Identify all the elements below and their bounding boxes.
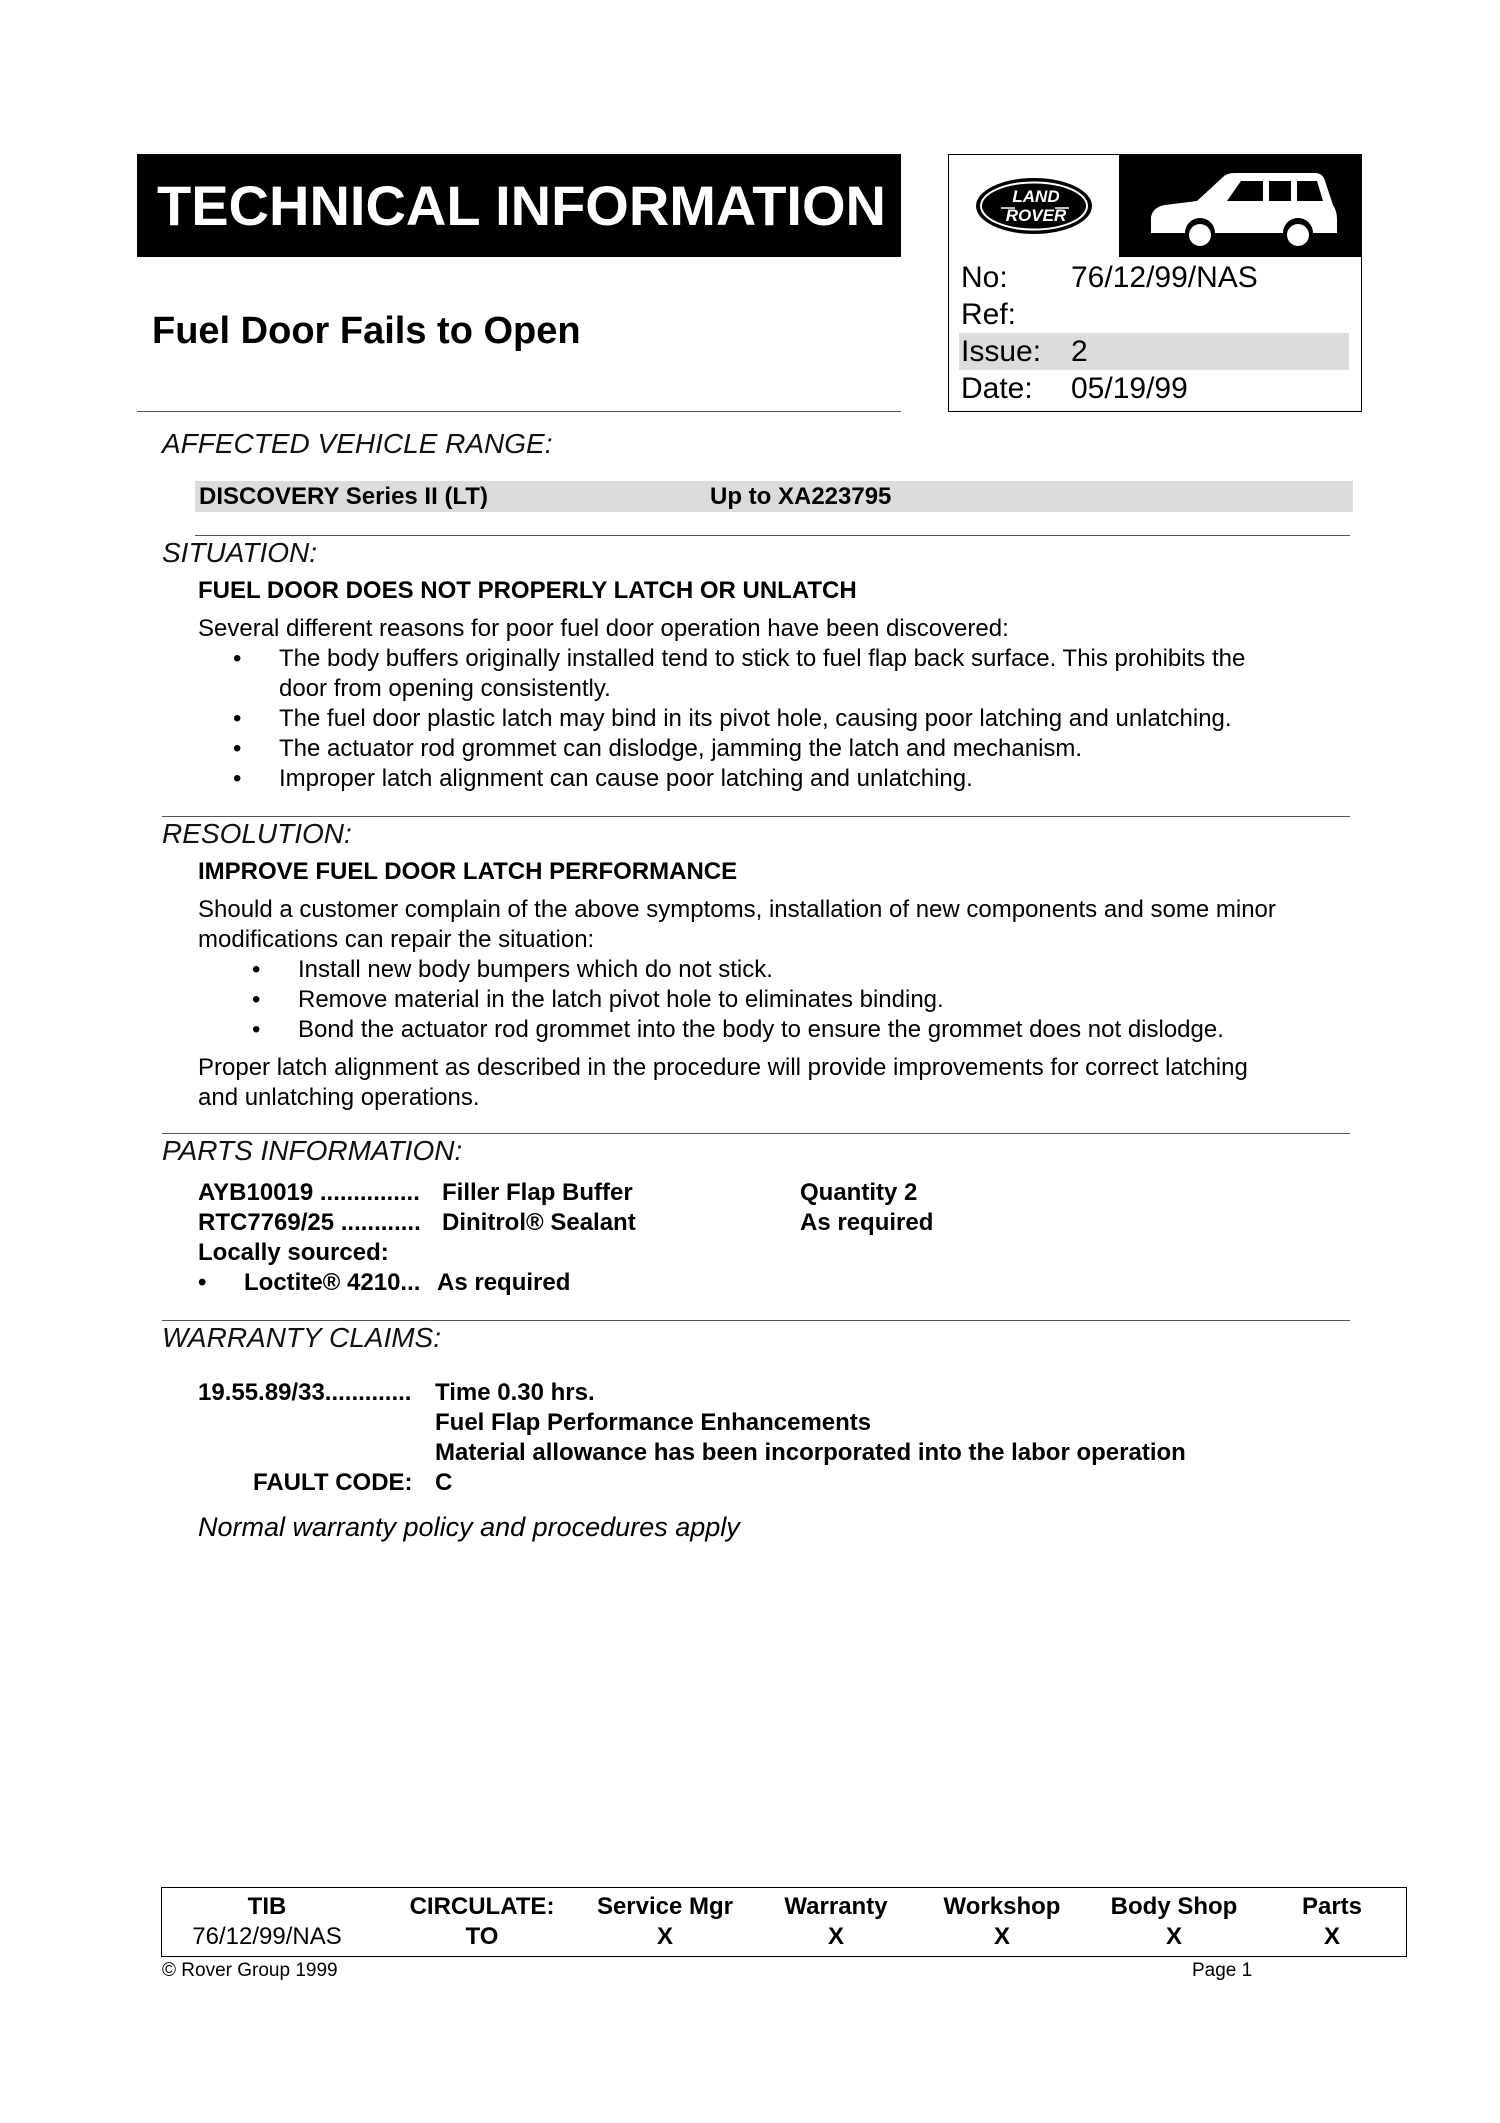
affected-model: DISCOVERY Series II (LT) [199,483,488,510]
resolution-heading: RESOLUTION: [162,818,352,849]
resolution-intro [198,895,1276,955]
info-label: Issue: [961,335,1042,368]
part-description: Filler Flap Buffer [442,1179,633,1206]
vehicle-silhouette-icon [1119,155,1361,257]
list-item-line: The fuel door plastic latch may bind in its pivot hole, causing poor latching and unlatching. [279,705,1232,732]
part-number: RTC7769/25 ............ [198,1209,421,1236]
warranty-time: Time 0.30 hrs. [435,1379,595,1406]
list-item-line: door from opening consistently. [279,675,611,702]
resolution-outro [198,1053,1248,1113]
circulation-column-service-mgr [575,1892,755,1952]
list-item-text: Install new body bumpers which do not stick. [298,956,773,983]
circulation-table [161,1887,1407,1957]
bulletin-info-box [948,154,1362,412]
parts-row [198,1268,1098,1298]
circulation-value: TO [465,1923,499,1950]
situation-heading: SITUATION: [162,537,318,568]
section-divider [162,816,1350,817]
situation-list [233,644,1353,794]
info-value: 2 [1071,335,1088,368]
info-value: 76/12/99/NAS [1071,261,1258,294]
resolution-outro-line: and unlatching operations. [198,1084,480,1111]
circulation-column-parts [1262,1892,1402,1952]
title-divider [137,411,901,412]
bulletin-info-rows [959,259,1349,407]
affected-range-heading: AFFECTED VEHICLE RANGE: [162,428,553,459]
header-banner: TECHNICAL INFORMATION [137,154,901,257]
circulation-title: CIRCULATE: [409,1893,555,1920]
logo-text-rover: ROVER [1005,206,1067,225]
vehicle-silhouette-cell [1119,155,1361,257]
warranty-row [198,1408,1348,1438]
copyright-notice: © Rover Group 1999 [162,1960,338,1981]
info-row-number [959,259,1349,296]
warranty-description: Fuel Flap Performance Enhancements [435,1409,872,1436]
parts-row [198,1208,1098,1238]
warranty-note: Material allowance has been incorporated into the labor operation [435,1439,1186,1466]
circulation-column-workshop [912,1892,1092,1952]
circulation-title: Body Shop [1110,1893,1238,1920]
list-item-text: Bond the actuator rod grommet into the body to ensure the grommet does not dislodge. [298,1016,1224,1043]
part-quantity: As required [437,1269,571,1296]
list-item: • Bond the actuator rod grommet into the body to ensure the grommet does not dislodge. [252,1016,1224,1043]
circulation-value: X [827,1923,844,1950]
resolution-intro-line: Should a customer complain of the above symptoms, installation of new components and some minor [198,896,1276,923]
warranty-policy: Normal warranty policy and procedures apply [198,1512,740,1542]
info-label: Ref: [961,298,1017,331]
list-item-line: The body buffers originally installed tend to stick to fuel flap back surface. This prohibits the [279,645,1246,672]
circulation-column-body-shop [1084,1892,1264,1952]
list-item-line: Improper latch alignment can cause poor latching and unlatching. [279,765,973,792]
part-number: AYB10019 ............... [198,1179,420,1206]
fault-code-label: FAULT CODE: [253,1469,413,1496]
warranty-row [198,1378,1348,1408]
fault-code-value: C [435,1469,453,1496]
circulation-title: Warranty [784,1893,888,1920]
part-description: Dinitrol® Sealant [442,1209,636,1236]
situation-subheading: FUEL DOOR DOES NOT PROPERLY LATCH OR UNLATCH [198,577,857,604]
circulation-column-tib [167,1892,367,1952]
circulation-value: X [656,1923,673,1950]
circulation-title: TIB [247,1893,287,1920]
land-rover-logo [949,155,1119,257]
land-rover-logo-cell [949,155,1120,257]
bullet-dot: • [198,1269,207,1296]
warranty-heading: WARRANTY CLAIMS: [162,1322,442,1353]
list-item-text: Remove material in the latch pivot hole to eliminates binding. [298,986,944,1013]
circulation-column-warranty [746,1892,926,1952]
info-row-ref [959,296,1349,333]
list-item: • Improper latch alignment can cause poor latching and unlatching. [233,764,1353,794]
page-number: Page 1 [1192,1960,1253,1981]
document-title: Fuel Door Fails to Open [152,310,581,352]
resolution-outro-line: Proper latch alignment as described in the procedure will provide improvements for correct latching [198,1054,1248,1081]
logo-text-land: LAND [1012,187,1060,206]
list-item: • The fuel door plastic latch may bind in its pivot hole, causing poor latching and unlatching. [233,704,1353,734]
affected-range-bar [195,481,1353,512]
circulation-column-circulate [392,1892,572,1952]
circulation-title: Parts [1301,1893,1363,1920]
part-quantity: As required [800,1209,934,1236]
resolution-subheading: IMPROVE FUEL DOOR LATCH PERFORMANCE [198,858,738,885]
parts-row [198,1178,1098,1208]
section-divider [162,1320,1350,1321]
warranty-details [198,1378,1348,1498]
circulation-value: X [1323,1923,1340,1950]
circulation-title: Workshop [943,1893,1061,1920]
list-item: • Remove material in the latch pivot hole to eliminates binding. [252,986,944,1013]
warranty-row [198,1438,1348,1468]
circulation-value: 76/12/99/NAS [192,1923,342,1950]
part-number: Loctite® 4210... [244,1269,421,1296]
resolution-list [252,955,1352,1045]
circulation-value: X [1165,1923,1182,1950]
list-item: • The body buffers originally installed tend to stick to fuel flap back surface. This prohibits the door from opening consistently. [233,644,1353,704]
situation-intro: Several different reasons for poor fuel door operation have been discovered: [198,615,1009,642]
section-divider [195,535,1350,536]
info-label: No: [961,261,1008,294]
section-divider [162,1133,1350,1134]
parts-table [198,1178,1098,1298]
locally-sourced-label: Locally sourced: [198,1239,389,1266]
list-item: • Install new body bumpers which do not stick. [252,956,773,983]
warranty-op-code: 19.55.89/33............. [198,1379,412,1406]
info-row-issue [959,333,1349,370]
list-item-line: The actuator rod grommet can dislodge, jamming the latch and mechanism. [279,735,1083,762]
circulation-title: Service Mgr [596,1893,734,1920]
info-label: Date: [961,372,1033,405]
circulation-value: X [993,1923,1010,1950]
list-item: • The actuator rod grommet can dislodge, jamming the latch and mechanism. [233,734,1353,764]
part-quantity: Quantity 2 [800,1179,918,1206]
affected-vin-range: Up to XA223795 [710,483,892,510]
info-row-date [959,370,1349,407]
info-value: 05/19/99 [1071,372,1188,405]
resolution-intro-line: modifications can repair the situation: [198,926,595,953]
parts-heading: PARTS INFORMATION: [162,1135,463,1166]
warranty-row [198,1468,1348,1498]
